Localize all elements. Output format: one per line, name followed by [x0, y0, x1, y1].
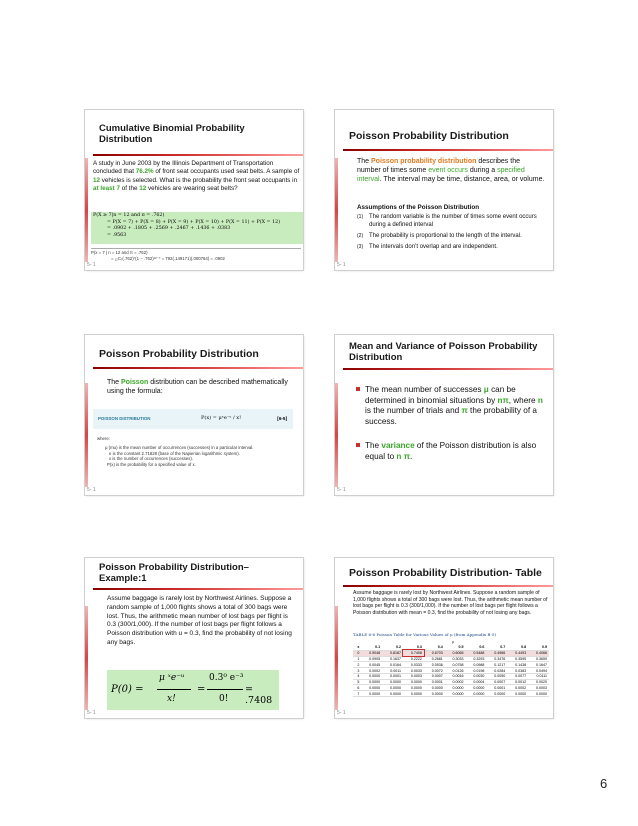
- title-underline: [343, 149, 553, 151]
- table-cell: 0.0000: [382, 679, 403, 685]
- assumption-item: (3) The intervals don’t overlap and are independent.: [357, 243, 498, 250]
- slide-footer: 5- 1: [337, 710, 346, 716]
- table-cell: 0.7408: [403, 650, 424, 656]
- table-cell: 0.2681: [424, 656, 445, 662]
- table-cell: 0.3033: [445, 656, 466, 662]
- poisson-table-wrap: [353, 645, 549, 697]
- table-cell: 1: [353, 656, 361, 662]
- calculation-note: P(x = 7 | n = 12 and π = .762) = ₁₂C₇(.762)⁷(1 − .762)¹²⁻⁷ = 792(.149171)(.000764) = .0902: [91, 248, 301, 261]
- title-underline: [343, 585, 553, 587]
- table-cell: 0.8187: [382, 650, 403, 656]
- definition-line: x is the number of occurrences (successes).: [109, 456, 194, 462]
- table-cell: 0.0111: [528, 673, 549, 679]
- table-cell: 0.4966: [486, 650, 507, 656]
- slide-mean-variance: [335, 335, 553, 495]
- mu-label: μ: [452, 639, 455, 644]
- probability-sum-box: [91, 212, 303, 244]
- table-cell: 0.1438: [507, 662, 528, 668]
- slide-poisson-intro: [335, 110, 553, 270]
- formula-label: POISSON DISTRIBUTION: [98, 416, 151, 421]
- table-cell: 0.0000: [486, 691, 507, 697]
- table-cell: 0.0012: [507, 679, 528, 685]
- column-header: 0.5: [445, 645, 466, 650]
- table-cell: 0.0000: [403, 679, 424, 685]
- poisson-table: [353, 645, 549, 697]
- table-row: [353, 691, 549, 697]
- table-cell: 0.0016: [445, 673, 466, 679]
- definition-line: e is the constant 2.71828 (base of the Napierian logarithmic system).: [109, 450, 240, 456]
- title-underline: [93, 588, 303, 590]
- table-cell: 0.0000: [424, 691, 445, 697]
- table-cell: 0.0126: [445, 668, 466, 674]
- table-cell: 0.0002: [361, 668, 382, 674]
- table-cell: 0.0000: [445, 691, 466, 697]
- title-underline: [93, 154, 303, 156]
- table-cell: 0.0001: [424, 679, 445, 685]
- left-accent-bar: [335, 383, 338, 487]
- slide-cumulative-binomial: [85, 110, 303, 270]
- table-cell: 0.0033: [403, 668, 424, 674]
- table-cell: 0.0000: [403, 685, 424, 691]
- poisson-formula: P(x) = μˣe⁻ᵘ / x!: [201, 415, 242, 421]
- table-cell: 0.9048: [361, 650, 382, 656]
- slide-body: Assume baggage is rarely lost by Northwest Airlines. Suppose a random sample of 1,000 flights shows a total of 300 bags were lost. Thus, the arithmetic mean number of lost bags per flight is 0.3 (300/1,000). If the number of lost bags per flight follows a Poisson distribution with u = 0.3, find the probability of not losing any bags.: [107, 595, 292, 646]
- table-cell: 0.3293: [466, 656, 487, 662]
- slide-footer: 5- 1: [87, 262, 96, 268]
- math-line: P(X ≥ 7|n = 12 and π = .762): [93, 213, 165, 218]
- math-line: = .0902 + .1805 + .2569 + .2467 + .1436 + .0383: [107, 226, 231, 232]
- math-line: = P(X = 7) + P(X = 8) + P(X = 9) + P(X = 10) + P(X = 11) + P(X = 12): [107, 219, 281, 225]
- table-cell: 0.1647: [528, 662, 549, 668]
- table-cell: 0.0383: [507, 668, 528, 674]
- left-accent-bar: [85, 383, 88, 487]
- column-header: 0.7: [486, 645, 507, 650]
- table-cell: 0.0000: [424, 685, 445, 691]
- table-cell: 0.0000: [361, 679, 382, 685]
- table-cell: 0.4066: [528, 650, 549, 656]
- table-cell: 0.6065: [445, 650, 466, 656]
- table-cell: 0.0000: [528, 691, 549, 697]
- assumption-item: (1) The random variable is the number of times some event occurs during a defined interval: [357, 214, 537, 228]
- slide-title: Poisson Probability Distribution- Table: [349, 567, 542, 579]
- column-header: 0.3: [403, 645, 424, 650]
- table-cell: 6: [353, 685, 361, 691]
- table-cell: 0.0905: [361, 656, 382, 662]
- table-cell: 0.4493: [507, 650, 528, 656]
- slide-body: The Poisson probability distribution describes the number of times some event occurs during a specified interval. The interval may be time, distance, area, or volume.: [357, 158, 545, 184]
- table-cell: 0.0007: [486, 679, 507, 685]
- table-cell: 0: [353, 650, 361, 656]
- table-cell: 0.0000: [382, 685, 403, 691]
- poisson-equation-box: P(0) = μ ˣe⁻ᵘ x! = 0.3⁰ e⁻³ 0! = .7408: [107, 670, 279, 710]
- slide-footer: 5- 1: [87, 487, 96, 493]
- slide-poisson-table: [335, 558, 553, 718]
- column-header: 0.1: [361, 645, 382, 650]
- table-cell: 0.0000: [507, 691, 528, 697]
- table-cell: 0.0758: [445, 662, 466, 668]
- table-cell: 0.0000: [466, 685, 487, 691]
- slide-poisson-formula: [85, 335, 303, 495]
- title-underline: [343, 368, 553, 370]
- table-cell: 0.0030: [466, 673, 487, 679]
- table-cell: 0.0004: [466, 679, 487, 685]
- column-header: 0.6: [466, 645, 487, 650]
- bullet-variance: The variance of the Poisson distribution is also equal to n π.: [365, 441, 545, 462]
- table-cell: 0.0007: [424, 673, 445, 679]
- page-number: 6: [600, 776, 608, 791]
- table-cell: 0.0198: [466, 668, 487, 674]
- formula-box: [93, 409, 293, 429]
- table-cell: 0.0000: [466, 691, 487, 697]
- table-cell: 0.0000: [382, 691, 403, 697]
- table-cell: 0.6703: [424, 650, 445, 656]
- where-label: where:: [97, 436, 110, 441]
- where-definitions: [105, 445, 300, 467]
- table-cell: 0.0045: [361, 662, 382, 668]
- fraction-bar: [207, 689, 243, 690]
- table-cell: 0.0001: [382, 673, 403, 679]
- table-cell: 0.0001: [486, 685, 507, 691]
- table-cell: 0.2222: [403, 656, 424, 662]
- table-cell: 0.0050: [486, 673, 507, 679]
- slide-body: A study in June 2003 by the Illinois Department of Transportation concluded that 76.2% of front seat occupants used seat belts. A sample of 12 vehicles is selected. What is the probability the front seat occupants in at least 7 of the 12 vehicles are wearing seat belts?: [93, 160, 300, 193]
- table-cell: 0.0002: [445, 679, 466, 685]
- left-accent-bar: [335, 606, 338, 710]
- slide-footer: 5- 1: [337, 262, 346, 268]
- column-header: 0.8: [507, 645, 528, 650]
- slide-title: Mean and Variance of Poisson Probability Distribution: [349, 341, 538, 363]
- table-cell: 0.0284: [486, 668, 507, 674]
- column-header: x: [353, 645, 361, 650]
- table-cell: 0.0536: [424, 662, 445, 668]
- bullet-marker: [356, 387, 360, 391]
- left-accent-bar: [85, 606, 88, 710]
- table-cell: 0.0000: [361, 685, 382, 691]
- definition-line: μ (mu) is the mean number of occurrences (successes) in a particular interval.: [105, 445, 254, 450]
- table-cell: 0.0003: [403, 673, 424, 679]
- slide-body: Assume baggage is rarely lost by Northwest Airlines. Suppose a random sample of 1,000 flights shows a total of 300 bags were lost. Thus, the arithmetic mean number of lost bags per flight is 0.3 (300/1,000). If the number of lost bags per flight follows a Poisson distribution with mean = 0.3, find the probability of not losing any bags.: [353, 590, 548, 616]
- table-cell: 0.0077: [507, 673, 528, 679]
- table-cell: 0.0333: [403, 662, 424, 668]
- table-cell: 0.0988: [466, 662, 487, 668]
- table-cell: 0.0000: [403, 691, 424, 697]
- column-header: 0.2: [382, 645, 403, 650]
- table-cell: 0.0020: [528, 679, 549, 685]
- slide-title: Poisson Probability Distribution: [99, 348, 259, 360]
- table-cell: 0.0164: [382, 662, 403, 668]
- table-caption: TABLE 6-6 Poisson Table for Various Values of μ (from Appendix B-5): [353, 632, 497, 637]
- assumptions-heading: Assumptions of the Poisson Distribution: [357, 204, 480, 211]
- table-cell: 0.0000: [445, 685, 466, 691]
- table-cell: 0.0011: [382, 668, 403, 674]
- table-cell: 0.3476: [486, 656, 507, 662]
- slide-title: Poisson Probability Distribution– Example:1: [99, 562, 249, 584]
- slide-poisson-example: [85, 558, 303, 718]
- slide-title: Cumulative Binomial Probability Distribution: [99, 123, 245, 145]
- column-header: 0.9: [528, 645, 549, 650]
- slide-footer: 5- 1: [337, 487, 346, 493]
- table-cell: 0.0003: [528, 685, 549, 691]
- table-cell: 3: [353, 668, 361, 674]
- table-cell: 7: [353, 691, 361, 697]
- slide-body: The Poisson distribution can be described mathematically using the formula:: [107, 379, 288, 396]
- bullet-marker: [356, 443, 360, 447]
- assumption-item: (2) The probability is proportional to the length of the interval.: [357, 232, 522, 239]
- table-cell: 0.0000: [361, 673, 382, 679]
- title-underline: [93, 367, 303, 369]
- table-cell: 0.0494: [528, 668, 549, 674]
- assumptions-list: [357, 214, 547, 252]
- formula-number: [6-5]: [277, 416, 287, 421]
- table-cell: 0.1217: [486, 662, 507, 668]
- slide-footer: 5- 1: [87, 710, 96, 716]
- table-cell: 5: [353, 679, 361, 685]
- bullet-mean: The mean number of successes μ can be determined in binomial situations by nπ, where n is the number of trials and π the probability of a success.: [365, 385, 545, 428]
- left-accent-bar: [335, 158, 338, 262]
- definition-line: P(x) is the probability for a specified value of x.: [107, 461, 196, 467]
- table-cell: 0.0072: [424, 668, 445, 674]
- column-header: 0.4: [424, 645, 445, 650]
- table-cell: 2: [353, 662, 361, 668]
- left-accent-bar: [85, 158, 88, 262]
- fraction-bar: [157, 689, 191, 690]
- table-cell: 0.3659: [528, 656, 549, 662]
- slide-title: Poisson Probability Distribution: [349, 130, 509, 142]
- table-cell: 0.0000: [361, 691, 382, 697]
- table-cell: 0.5488: [466, 650, 487, 656]
- math-line: = .9563: [107, 233, 127, 239]
- table-cell: 0.0002: [507, 685, 528, 691]
- table-cell: 0.3595: [507, 656, 528, 662]
- table-cell: 0.1637: [382, 656, 403, 662]
- table-cell: 4: [353, 673, 361, 679]
